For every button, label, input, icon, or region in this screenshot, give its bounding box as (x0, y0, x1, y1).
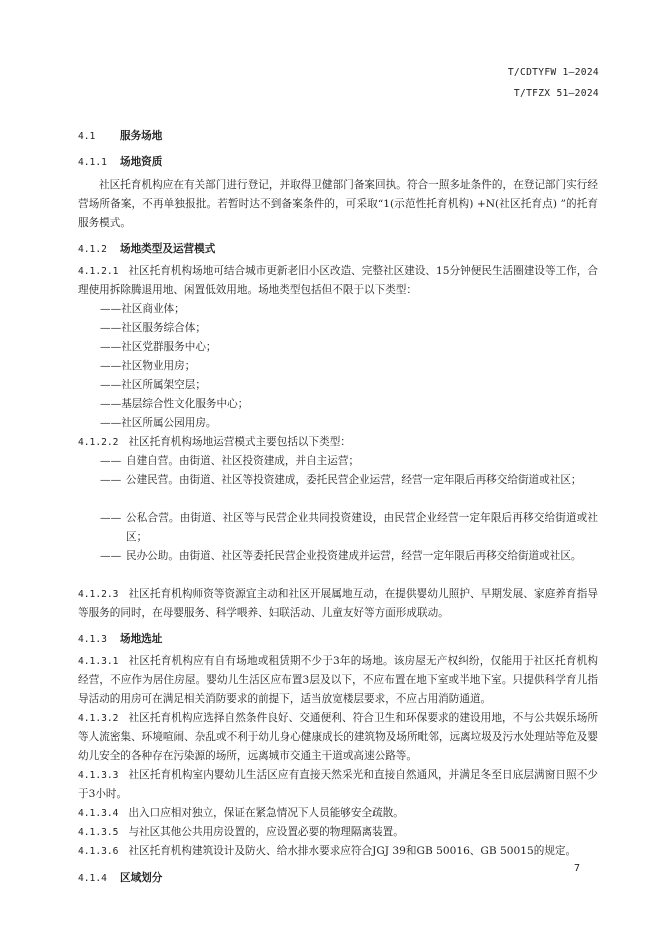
list-item: ——社区党群服务中心； (100, 341, 217, 353)
list-item: ——基层综合性文化服务中心； (100, 398, 249, 410)
clause-4-1-3-1 (78, 652, 598, 709)
list-item: ——社区服务综合体； (100, 322, 206, 334)
clause-number: 4.1.3.3 (78, 770, 119, 781)
clause-number: 4.1.3.6 (78, 846, 119, 857)
clause-4-1-3-4 (78, 804, 598, 823)
list-item-text: 自建自营。由街道、社区投资建成，并自主运营； (126, 455, 360, 467)
clause-text: 社区托育机构应选择自然条件良好、交通便利、符合卫生和环保要求的建设用地，不与公共娱乐场所等人流密集、环境喧闹、杂乱或不利于幼儿身心健康成长的建筑物及场所毗邻，远离垃圾及污水处理站等危及婴幼儿安全的各种存在污染源的场所，远离城市交通主干道或高速公路等。 (78, 712, 598, 762)
list-item-text: 公建民营。由街道、社区等投资建成，委托民营企业运营，经营一定年限后再移交给街道或社区； (126, 474, 582, 486)
clause-4-1-2-1 (78, 262, 598, 300)
clause-text: 社区托育机构应有自有场地或租赁期不少于3年的场地。该房屋无产权纠纷，仅能用于社区托育机构经营，不应作为居住房屋。婴幼儿生活区应布置3层及以下，不应布置在地下室或半地下室。只提供科学育儿指导活动的用房可在满足相关消防要求的前提下，适当放宽楼层要求，不应占用消防通道。 (78, 655, 598, 705)
clause-4-1-3-2 (78, 709, 598, 766)
clause-4-1-3-6 (78, 842, 598, 861)
heading-title: 场地类型及运营模式 (120, 243, 216, 255)
list-dash: —— (100, 474, 122, 486)
clause-text: 出入口应相对独立，保证在紧急情况下人员能够安全疏散。 (128, 807, 404, 819)
clause-text: 社区托育机构建筑设计及防火、给水排水要求应符合JGJ 39和GB 50016、GB 50015的规定。 (128, 845, 577, 857)
heading-4-1-3 (78, 631, 162, 646)
list-item (100, 452, 598, 471)
list-item (100, 471, 598, 490)
heading-4-1 (78, 128, 162, 143)
list-dash: —— (100, 512, 122, 524)
heading-title: 场地资质 (120, 156, 163, 168)
list-item: ——社区所属架空层； (100, 379, 206, 391)
heading-title: 场地选址 (120, 633, 163, 645)
clause-4-1-3-5 (78, 823, 598, 842)
clause-4-1-3-3 (78, 766, 598, 804)
clause-number: 4.1.3.4 (78, 808, 119, 819)
standard-code-2: T/TFZX 51—2024 (513, 88, 599, 99)
clause-text: 社区托育机构场地运营模式主要包括以下类型： (128, 436, 351, 448)
clause-number: 4.1.2.1 (78, 266, 119, 277)
list-item-text: 民办公助。由街道、社区等委托民营企业投资建成并运营，经营一定年限后再移交给街道或社区。 (126, 550, 582, 562)
clause-text: 与社区其他公共用房设置的，应设置必要的物理隔离装置。 (128, 826, 404, 838)
clause-number: 4.1.2.2 (78, 437, 119, 448)
list-item (100, 509, 598, 547)
clause-4-1-2-3 (78, 585, 598, 623)
clause-number: 4.1.3.1 (78, 656, 119, 667)
clause-number: 4.1.3.5 (78, 827, 119, 838)
heading-number: 4.1 (78, 131, 96, 142)
standard-code-1: T/CDTYFW 1—2024 (507, 67, 599, 78)
clause-text: 社区托育机构室内婴幼儿生活区应有直接天然采光和直接自然通风，并满足冬至日底层满窗日照不少于3小时。 (78, 769, 598, 800)
clause-4-1-2-2 (78, 433, 598, 452)
heading-title: 服务场地 (120, 130, 163, 142)
list-item: ——社区物业用房； (100, 360, 196, 372)
list-dash: —— (100, 550, 122, 562)
page-number: 7 (573, 863, 580, 874)
heading-number: 4.1.1 (78, 157, 107, 168)
list-item: ——社区所属公园用房。 (100, 417, 217, 429)
heading-4-1-1 (78, 154, 162, 169)
list-dash: —— (100, 455, 122, 467)
list-item: ——社区商业体； (100, 303, 185, 315)
paragraph-4-1-1: 社区托育机构应在有关部门进行登记，并取得卫健部门备案回执。符合一照多址条件的，在登记部门实行经营场所备案，不再单独报批。若暂时达不到备案条件的，可采取“1(示范性托育机构) +N(社区托育点) ”的托育服务模式。 (78, 179, 598, 229)
clause-text: 社区托育机构场地可结合城市更新老旧小区改造、完整社区建设、15分钟便民生活圈建设等工作，合理使用拆除腾退用地、闲置低效用地。场地类型包括但不限于以下类型： (78, 265, 598, 296)
heading-number: 4.1.3 (78, 634, 107, 645)
clause-number: 4.1.2.3 (78, 589, 119, 600)
clause-text: 社区托育机构师资等资源宜主动和社区开展属地互动，在提供婴幼儿照护、早期发展、家庭养育指导等服务的同时，在母婴服务、科学喂养、妇联活动、儿童友好等方面形成联动。 (78, 588, 598, 619)
heading-title: 区域划分 (120, 872, 163, 884)
heading-number: 4.1.4 (78, 873, 107, 884)
list-item (100, 547, 598, 566)
clause-number: 4.1.3.2 (78, 713, 119, 724)
heading-4-1-4 (78, 870, 162, 885)
list-item-text: 公私合营。由街道、社区等与民营企业共同投资建设，由民营企业经营一定年限后再移交给街道或社区； (126, 512, 598, 543)
heading-4-1-2 (78, 241, 215, 256)
heading-number: 4.1.2 (78, 244, 107, 255)
